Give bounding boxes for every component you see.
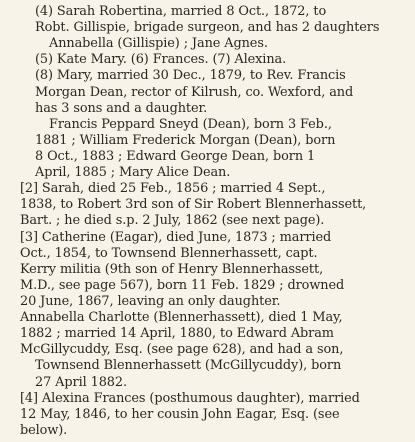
text-line: Townsend Blennerhassett (McGillycuddy), born [35,358,342,374]
text-line: (5) Kate Mary. (6) Frances. (7) Alexina. [35,52,287,68]
text-line: Francis Peppard Sneyd (Dean), born 3 Feb., [49,116,332,132]
text-line: McGillycuddy, Esq. (see page 628), and had a son, [20,342,344,358]
text-line: 1882 ; married 14 April, 1880, to Edward Abram [20,326,334,342]
text-line: 8 Oct., 1883 ; Edward George Dean, born 1 [35,149,316,164]
text-line: (4) Sarah Robertina, married 8 Oct., 1872, to [35,4,327,19]
text-line: 27 April 1882. [35,374,127,390]
text-line: Oct., 1854, to Townsend Blennerhassett, capt. [20,245,318,261]
text-line: Annabella (Gillispie) ; Jane Agnes. [49,36,268,52]
text-line: 1881 ; William Frederick Morgan (Dean), born [35,132,336,148]
text-line: 20 June, 1867, leaving an only daughter. [20,294,281,309]
text-line: [2] Sarah, died 25 Feb., 1856 ; married 4 Sept., [20,181,326,197]
text-line: Bart. ; he died s.p. 2 July, 1862 (see next page). [20,213,325,229]
text-line: Kerry militia (9th son of Henry Blennerhassett, [20,261,324,277]
text-line: (8) Mary, married 30 Dec., 1879, to Rev. Francis [35,68,346,84]
text-line: [4] Alexina Frances (posthumous daughter), married [20,390,360,406]
text-line: [3] Catherine (Eagar), died June, 1873 ; married [20,229,332,245]
text-line: below). [20,422,68,438]
text-line: has 3 sons and a daughter. [35,100,208,116]
text-line: 12 May, 1846, to her cousin John Eagar, Esq. (see [20,406,340,422]
text-line: 1838, to Robert 3rd son of Sir Robert Blennerhassett, [20,197,367,213]
text-line: April, 1885 ; Mary Alice Dean. [35,165,231,181]
text-line: Morgan Dean, rector of Kilrush, co. Wexford, and [35,84,354,100]
text-line: Annabella Charlotte (Blennerhassett), died 1 May, [20,310,343,326]
text-line: Robt. Gillispie, brigade surgeon, and has 2 daughters [35,20,380,36]
text-line: M.D., see page 567), born 11 Feb. 1829 ; drowned [20,277,345,293]
